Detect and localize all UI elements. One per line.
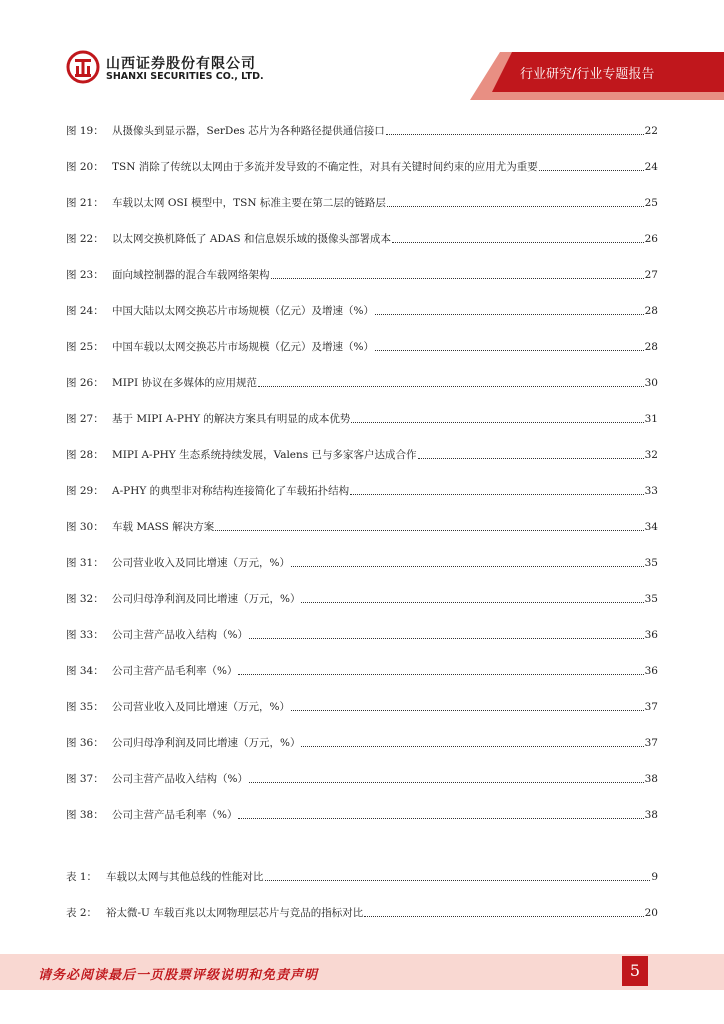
page-number: 36 <box>644 665 658 677</box>
dot-leader <box>386 133 644 135</box>
figure-title: 公司主营产品毛利率（%） <box>112 665 238 677</box>
figure-number: 图 19： <box>66 125 104 137</box>
toc-figure-21[interactable] <box>66 192 658 210</box>
figure-title: A-PHY 的典型非对称结构连接简化了车载拓扑结构 <box>112 485 350 497</box>
page-number: 26 <box>644 233 658 245</box>
figure-title: 公司营业收入及同比增速（万元，%） <box>112 701 290 713</box>
company-name-cn: 山西证券股份有限公司 <box>106 56 256 72</box>
disclaimer-text: 请务必阅读最后一页股票评级说明和免责声明 <box>38 968 319 983</box>
page-number: 32 <box>644 449 658 461</box>
figure-title: 公司营业收入及同比增速（万元，%） <box>112 557 290 569</box>
page-header <box>0 0 724 100</box>
table-title: 裕太微-U 车载百兆以太网物理层芯片与竞品的指标对比 <box>106 907 364 919</box>
dot-leader <box>301 745 643 747</box>
page-number: 28 <box>644 305 658 317</box>
page-number: 31 <box>644 413 658 425</box>
toc-figure-36[interactable] <box>66 732 658 750</box>
page-number: 35 <box>644 557 658 569</box>
toc-figure-28[interactable] <box>66 444 658 462</box>
toc-figure-19[interactable] <box>66 120 658 138</box>
figure-number: 图 23： <box>66 269 104 281</box>
toc-figure-37[interactable] <box>66 768 658 786</box>
dot-leader <box>375 349 644 351</box>
dot-leader <box>351 421 643 423</box>
page-number: 22 <box>644 125 658 137</box>
page-number: 28 <box>644 341 658 353</box>
toc-figure-33[interactable] <box>66 624 658 642</box>
figure-number: 图 32： <box>66 593 104 605</box>
page-number: 36 <box>644 629 658 641</box>
dot-leader <box>301 601 643 603</box>
dot-leader <box>215 529 643 531</box>
figure-title: 公司归母净利润及同比增速（万元，%） <box>112 593 301 605</box>
toc-figure-22[interactable] <box>66 228 658 246</box>
figure-title: TSN 消除了传统以太网由于多流并发导致的不确定性，对具有关键时间约束的应用尤为重要 <box>112 161 538 173</box>
figure-title: 从摄像头到显示器，SerDes 芯片为各种路径提供通信接口 <box>112 125 385 137</box>
dot-leader <box>258 385 644 387</box>
dot-leader <box>249 637 644 639</box>
page-number: 38 <box>644 809 658 821</box>
figure-title: 车载以太网 OSI 模型中，TSN 标准主要在第二层的链路层 <box>112 197 386 209</box>
page-number: 25 <box>644 197 658 209</box>
toc-figure-27[interactable] <box>66 408 658 426</box>
figure-number: 图 26： <box>66 377 104 389</box>
dot-leader <box>418 457 644 459</box>
figure-title: 公司主营产品收入结构（%） <box>112 629 248 641</box>
dot-leader <box>238 817 643 819</box>
table-number: 表 2： <box>66 907 98 919</box>
figure-number: 图 22： <box>66 233 104 245</box>
page-number: 24 <box>644 161 658 173</box>
page-number-badge: 5 <box>622 956 648 986</box>
figure-title: 中国车载以太网交换芯片市场规模（亿元）及增速（%） <box>112 341 374 353</box>
toc-figure-23[interactable] <box>66 264 658 282</box>
figure-title: 以太网交换机降低了 ADAS 和信息娱乐域的摄像头部署成本 <box>112 233 391 245</box>
page-number: 34 <box>644 521 658 533</box>
figure-title: 基于 MIPI A-PHY 的解决方案具有明显的成本优势 <box>112 413 351 425</box>
dot-leader <box>392 241 644 243</box>
figure-number: 图 34： <box>66 665 104 677</box>
figure-number: 图 38： <box>66 809 104 821</box>
figure-title: 公司主营产品毛利率（%） <box>112 809 238 821</box>
figure-title: 中国大陆以太网交换芯片市场规模（亿元）及增速（%） <box>112 305 374 317</box>
dot-leader <box>375 313 644 315</box>
figure-number: 图 29： <box>66 485 104 497</box>
toc-figure-30[interactable] <box>66 516 658 534</box>
figure-title: 公司主营产品收入结构（%） <box>112 773 248 785</box>
page-number: 38 <box>644 773 658 785</box>
page-number: 27 <box>644 269 658 281</box>
dot-leader <box>291 565 644 567</box>
figure-title: 面向域控制器的混合车载网络架构 <box>112 269 270 281</box>
dot-leader <box>265 879 651 881</box>
dot-leader <box>249 781 644 783</box>
dot-leader <box>238 673 643 675</box>
toc-figure-34[interactable] <box>66 660 658 678</box>
figure-number: 图 21： <box>66 197 104 209</box>
toc-figure-35[interactable] <box>66 696 658 714</box>
page-number: 37 <box>644 701 658 713</box>
dot-leader <box>350 493 644 495</box>
table-title: 车载以太网与其他总线的性能对比 <box>106 871 264 883</box>
toc-figure-20[interactable] <box>66 156 658 174</box>
figure-title: MIPI 协议在多媒体的应用规范 <box>112 377 257 389</box>
dot-leader <box>387 205 644 207</box>
page-number: 33 <box>644 485 658 497</box>
toc-figure-29[interactable] <box>66 480 658 498</box>
figure-number: 图 36： <box>66 737 104 749</box>
figure-number: 图 33： <box>66 629 104 641</box>
page-number: 35 <box>644 593 658 605</box>
figure-title: MIPI A-PHY 生态系统持续发展，Valens 已与多家客户达成合作 <box>112 449 417 461</box>
toc-table-1[interactable] <box>66 866 658 884</box>
header-banner <box>0 0 724 100</box>
figure-number: 图 30： <box>66 521 104 533</box>
figure-number: 图 35： <box>66 701 104 713</box>
page-number: 30 <box>644 377 658 389</box>
figure-number: 图 31： <box>66 557 104 569</box>
figure-number: 图 25： <box>66 341 104 353</box>
toc-figure-24[interactable] <box>66 300 658 318</box>
figure-number: 图 24： <box>66 305 104 317</box>
toc-table-2[interactable] <box>66 902 658 920</box>
figure-title: 公司归母净利润及同比增速（万元，%） <box>112 737 301 749</box>
company-name-en: SHANXI SECURITIES CO., LTD. <box>106 71 264 82</box>
toc-figure-26[interactable] <box>66 372 658 390</box>
shanxi-securities-logo-icon <box>66 50 100 84</box>
figure-number: 图 37： <box>66 773 104 785</box>
dot-leader <box>364 915 643 917</box>
toc-figure-25[interactable] <box>66 336 658 354</box>
figure-title: 车载 MASS 解决方案 <box>112 521 215 533</box>
report-type-label: 行业研究/行业专题报告 <box>520 67 655 82</box>
dot-leader <box>271 277 644 279</box>
toc-figure-31[interactable] <box>66 552 658 570</box>
figure-number: 图 20： <box>66 161 104 173</box>
page-number: 37 <box>644 737 658 749</box>
page-number: 9 <box>651 871 658 883</box>
figure-number: 图 28： <box>66 449 104 461</box>
page-number: 20 <box>644 907 658 919</box>
toc-figure-32[interactable] <box>66 588 658 606</box>
dot-leader <box>539 169 644 171</box>
table-number: 表 1： <box>66 871 98 883</box>
dot-leader <box>291 709 644 711</box>
figure-number: 图 27： <box>66 413 104 425</box>
toc-figure-38[interactable] <box>66 804 658 822</box>
